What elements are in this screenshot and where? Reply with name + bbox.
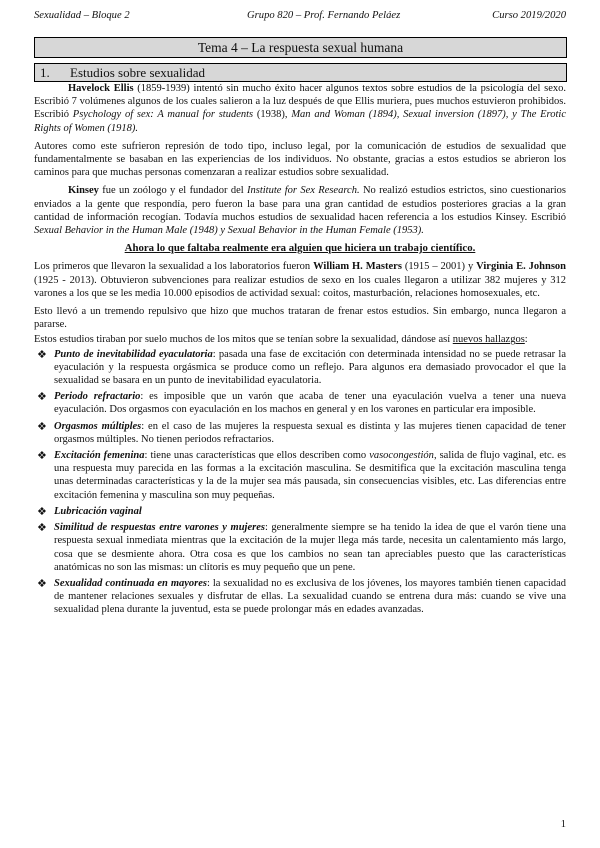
list-item: ❖ Punto de inevitabilidad eyaculatoria: pasada una fase de excitación con determinada intensidad no se puede retrasar la eyaculación y la respuesta orgásmica se produce como un reflejo. Para algunos era demasiado provocador el que la sexualidad se basara en un punto de inevitabilidad eyaculatoria. [37,347,566,387]
diamond-bullet-icon: ❖ [37,576,47,590]
kinsey-name: Kinsey [68,185,99,197]
page-number: 1 [560,819,566,830]
header-group: Grupo 820 – Prof. Fernando Peláez [247,10,401,21]
ellis-name: Havelock Ellis [68,83,134,94]
findings-list [34,348,566,617]
diamond-bullet-icon: ❖ [37,504,47,518]
section-label: Estudios sobre sexualidad [70,65,206,80]
paragraph-ellis: Havelock Ellis (1859-1939) intentó sin mucho éxito hacer algunos textos sobre estudios de la psicología del sexo. Escribió 7 volúmenes algunos de los cuales salieron a la luz después de que Ellis muriera, pues muchos estuvieron prohibidos. Escribió Psychology of sex: A manual for students (1938), Man and Woman (1894), Sexual inversion (1897), y The Erotic Rights of Women (1918). [34,83,566,134]
diamond-bullet-icon: ❖ [37,419,47,433]
paragraph-findings: Estos estudios tiraban por suelo muchos de los mitos que se tenían sobre la sexualidad, dándose así nuevos hallazgos: [34,334,528,346]
list-item: ❖ Orgasmos múltiples: en el caso de las mujeres la respuesta sexual es distinta y las mujeres tienen capacidad de tener orgasmos múltiples. No tienen periodos refractarios. [37,419,566,445]
paragraph-kinsey: Kinsey fue un zoólogo y el fundador del Institute for Sex Research. No realizó estudios estrictos, sino cuestionarios enviados a la gente que respondía, pero fueron la base para una gran cantidad de estudios posteriores gracias a la gran cantidad de información recogían. Todavía muchos estudios de sexualidad hacen referencia a los estudios Kinsey. Escribió Sexual Behavior in the Human Male (1948) y Sexual Behavior in the Human Female (1953). [34,185,567,237]
diamond-bullet-icon: ❖ [37,521,47,535]
diamond-bullet-icon: ❖ [37,449,47,463]
list-item: ❖ Excitación femenina: tiene unas características que ellos describen como vasocongestión, salida de flujo vaginal, etc. es una respuesta muy parecida en las formas a la excitación masculina. Se desmitifica que la excitación masculina tenga unas determinadas características y la de la mujer sea más pausada, sin consecuencias visibles, etc. Las diferencias entre excitación femenina y masculina son muy pequeñas. [37,449,567,501]
diamond-bullet-icon: ❖ [37,390,47,404]
section-heading [34,63,567,82]
paragraph-repulsion: Esto llevó a un tremendo repulsivo que hizo que muchos trataran de frenar estos estudios. Sin embargo, nunca llegaron a pararse. [34,306,566,331]
page-header [34,10,566,24]
subheading: Ahora lo que faltaba realmente era alguien que hiciera un trabajo científico. [124,242,476,255]
list-item: ❖ Similitud de respuestas entre varones y mujeres: generalmente siempre se ha tenido la idea de que el varón tiene una respuesta sexual inmediata mientras que la excitación de la mujer llega más tarde, necesita un calentamiento más largo, cosa que se desmiente ahora. Otra cosa es que los cambios no sean tan apreciables puesto que las características anatómicas no son las mismas: un clítoris es muy pequeño que un pene. [37,521,567,573]
header-subject: Sexualidad – Bloque 2 [34,10,130,21]
diamond-bullet-icon: ❖ [37,347,47,361]
paragraph-repression: Autores como este sufrieron represión de todo tipo, incluso legal, por la comunicación de estudios de sexualidad que fundamentalmente se basaban en las experiencias de los individuos. No obstante, gracias a estos estudios se abrieron los caminos para que muchas personas comenzaran a realizar estudios sobre sexualidad. [34,140,566,179]
list-item: ❖ Lubricación vaginal [37,504,142,518]
chapter-title: Tema 4 – La respuesta sexual humana [34,37,567,58]
list-item: ❖ Periodo refractario: es imposible que un varón que acaba de tener una eyaculación vuelva a tener una nueva eyaculación. Dos orgasmos con eyaculación en los machos en general y en los varones en particular era imposible. [37,390,566,416]
header-course: Curso 2019/2020 [492,10,566,21]
list-item: ❖ Sexualidad continuada en mayores: la sexualidad no es exclusiva de los jóvenes, los mayores también tienen capacidad de mantener relaciones sexuales y disfrutar de ellas. La sexualidad cuando se entrena dura más: cuando se vive una sexualidad plena durante la juventud, esta se puede prolongar más en edades avanzadas. [37,576,566,616]
body-content [34,82,566,620]
paragraph-masters-johnson: Los primeros que llevaron la sexualidad a los laboratorios fueron William H. Masters (1915 – 2001) y Virginia E. Johnson (1925 - 2013). Obtuvieron subvenciones para realizar estudios de sexo en los cuales llegaron a utilizar 382 mujeres y 312 varones a los que se les media 10.000 episodios de actividad sexual: coitos, masturbación, relaciones homosexuales, etc. [34,261,566,299]
section-number: 1. [40,65,50,80]
